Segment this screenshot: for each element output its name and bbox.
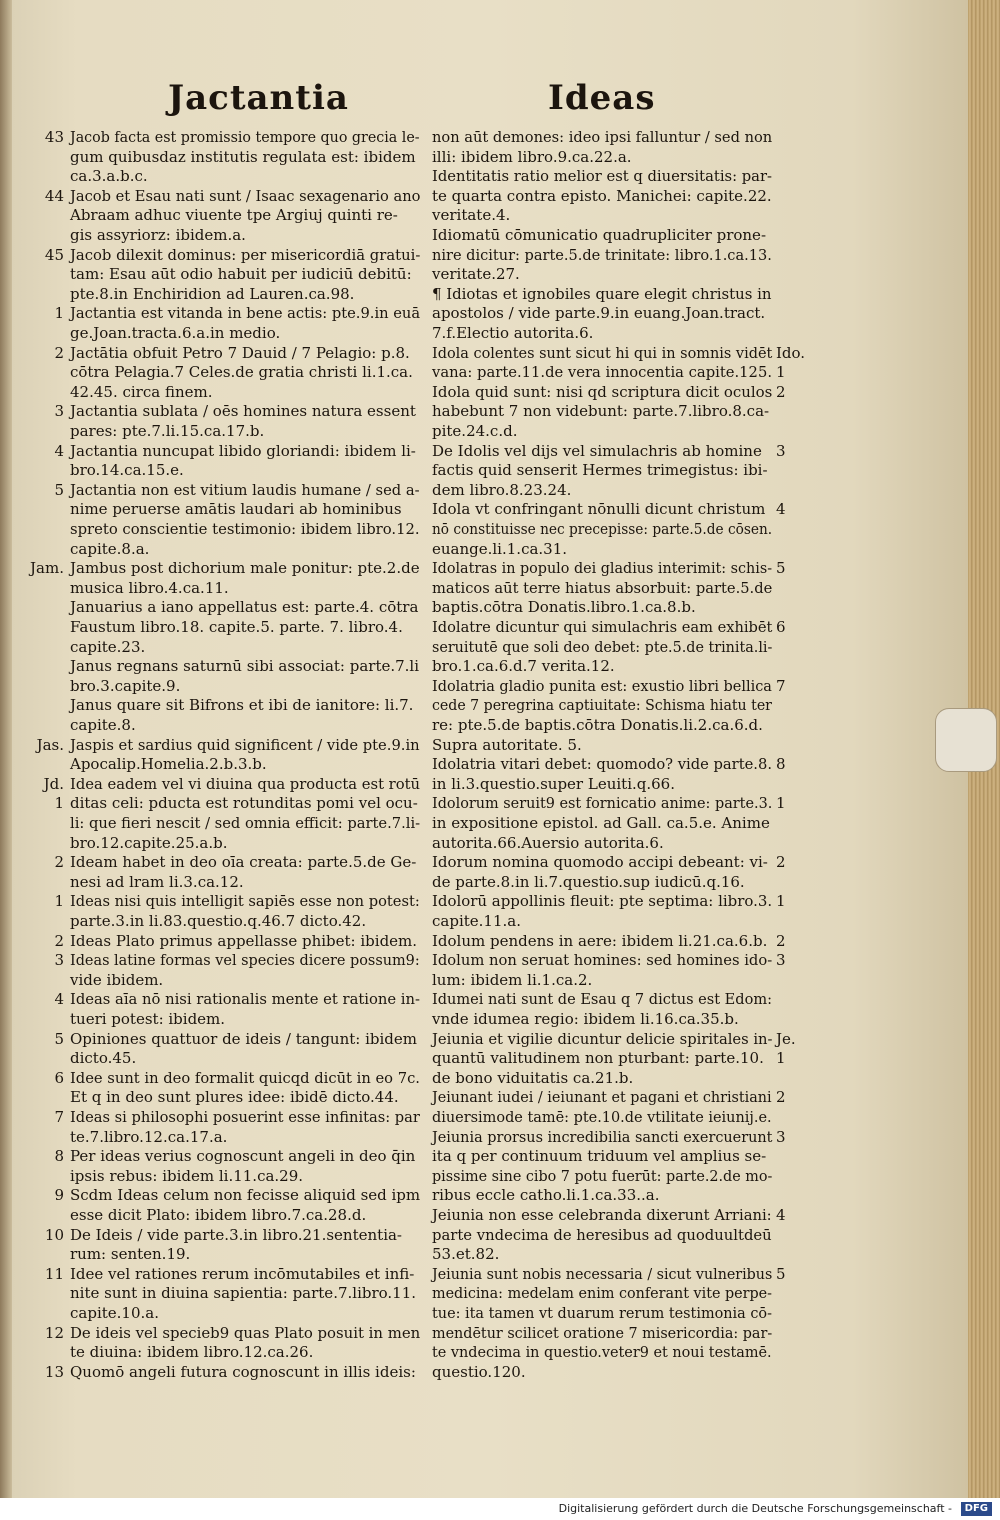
index-entry-line: nō constituisse nec precepisse: parte.5.de cōsen. bbox=[432, 520, 773, 538]
index-entry-line: in li.3.questio.super Leuiti.q.66. bbox=[432, 774, 675, 793]
index-entry-line: De Ideis / vide parte.3.in libro.21.sententia- bbox=[70, 1225, 402, 1244]
index-entry-line: Ideas aīa nō nisi rationalis mente et ratione in- bbox=[70, 990, 420, 1009]
index-entry-line: Janus quare sit Bifrons et ibi de ianitore: li.7. bbox=[70, 696, 414, 715]
index-entry-line: cede 7 peregrina captiuitate: Schisma hiatu ter bbox=[432, 696, 772, 715]
margin-number: 2 bbox=[776, 853, 786, 872]
margin-number: 7 bbox=[54, 1108, 64, 1126]
margin-number: 1 bbox=[54, 794, 64, 813]
index-entry-line: Abraam adhuc viuente tpe Argiuj quinti re- bbox=[70, 206, 398, 225]
index-entry-line: Idola vt confringant nōnulli dicunt christum bbox=[432, 500, 766, 519]
index-entry-line: capite.8.a. bbox=[70, 539, 150, 558]
index-entry-line: questio.120. bbox=[432, 1362, 526, 1381]
index-entry-line: te vndecima in questio.veter9 et noui testamē. bbox=[432, 1343, 772, 1362]
index-entry-line: ¶ Idiotas et ignobiles quare elegit christus in bbox=[432, 284, 772, 303]
margin-number: 2 bbox=[776, 931, 786, 950]
margin-number: 8 bbox=[54, 1147, 64, 1166]
index-entry-line: Et q in deo sunt plures idee: ibidē dicto.44. bbox=[70, 1088, 399, 1107]
margin-number: 6 bbox=[54, 1068, 64, 1087]
index-entry-line: Opiniones quattuor de ideis / tangunt: ibidem bbox=[70, 1029, 417, 1048]
index-entry-line: nire dicitur: parte.5.de trinitate: libro.1.ca.13. bbox=[432, 245, 772, 264]
index-entry-line: Jactantia est vitanda in bene actis: pte.9.in euā bbox=[70, 304, 421, 323]
margin-number: 3 bbox=[54, 402, 64, 421]
margin-number: 10 bbox=[44, 1225, 64, 1244]
index-entry-line: illi: ibidem libro.9.ca.22.a. bbox=[432, 147, 632, 166]
index-entry-line: spreto conscientie testimonio: ibidem libro.12. bbox=[70, 520, 420, 538]
index-entry-line: Jambus post dichorium male ponitur: pte.2.de bbox=[70, 559, 420, 578]
index-entry-line: Per ideas verius cognoscunt angeli in deo q̄in bbox=[70, 1147, 416, 1166]
margin-number: 45 bbox=[44, 245, 64, 264]
index-entry-line: Jeiunant iudei / ieiunant et pagani et christiani bbox=[432, 1088, 772, 1107]
index-entry-line: lum: ibidem li.1.ca.2. bbox=[432, 970, 593, 989]
index-entry-line: medicina: medelam enim conferant vite perpe- bbox=[432, 1284, 772, 1303]
index-entry-line: re: pte.5.de baptis.cōtra Donatis.li.2.ca.6.d. bbox=[432, 716, 763, 734]
margin-number: 4 bbox=[54, 990, 64, 1009]
index-entry-line: vide ibidem. bbox=[70, 970, 164, 989]
margin-number: 4 bbox=[776, 500, 786, 519]
margin-number: 5 bbox=[54, 1029, 64, 1048]
index-entry-line: Idorum nomina quomodo accipi debeant: vi- bbox=[432, 853, 768, 872]
index-entry-line: autorita.66.Auersio autorita.6. bbox=[432, 833, 664, 852]
margin-number: 2 bbox=[54, 343, 64, 362]
index-entry-line: nime peruerse amātis laudari ab hominibus bbox=[70, 500, 402, 519]
index-entry-line: te.7.libro.12.ca.17.a. bbox=[70, 1127, 228, 1146]
index-entry-line: musica libro.4.ca.11. bbox=[70, 578, 229, 597]
index-entry-line: Apocalip.Homelia.2.b.3.b. bbox=[70, 755, 267, 774]
index-entry-line: Jactātia obfuit Petro 7 Dauid / 7 Pelagio: p.8. bbox=[70, 343, 410, 362]
index-entry-line: Faustum libro.18. capite.5. parte. 7. libro.4. bbox=[70, 618, 403, 636]
margin-number: 1 bbox=[54, 892, 64, 911]
margin-number: 5 bbox=[776, 559, 786, 578]
index-entry-line: Jacob dilexit dominus: per misericordiā gratui- bbox=[70, 245, 421, 264]
index-entry-line: ita q per continuum triduum vel amplius se- bbox=[432, 1147, 767, 1166]
index-entry-line: Idolum pendens in aere: ibidem li.21.ca.6.b. bbox=[432, 931, 768, 950]
index-entry-line: vana: parte.11.de vera innocentia capite.125. bbox=[432, 363, 773, 382]
index-entry-line: Jactantia sublata / oēs homines natura essent bbox=[70, 402, 416, 421]
margin-number: 5 bbox=[776, 1264, 786, 1283]
index-entry-line: tueri potest: ibidem. bbox=[70, 1010, 226, 1028]
index-entry-line: nite sunt in diuina sapientia: parte.7.libro.11. bbox=[70, 1284, 417, 1303]
index-entry-line: factis quid senserit Hermes trimegistus: ibi- bbox=[432, 461, 768, 480]
index-entry-line: Idolatria gladio punita est: exustio libri bellica bbox=[432, 676, 772, 695]
margin-number: 3 bbox=[776, 441, 786, 460]
index-entry-line: Idolum non seruat homines: sed homines ido- bbox=[432, 951, 773, 970]
index-entry-line: Idee sunt in deo formalit quicqd dicūt in eo 7c. bbox=[70, 1068, 420, 1087]
index-entry-line: ditas celi: pducta est rotunditas pomi vel ocu- bbox=[70, 794, 418, 813]
index-entry-line: dem libro.8.23.24. bbox=[432, 480, 572, 499]
index-entry-line: te diuina: ibidem libro.12.ca.26. bbox=[70, 1343, 314, 1362]
index-entry-line: Idea eadem vel vi diuina qua producta est rotū bbox=[70, 774, 421, 793]
margin-number: 4 bbox=[776, 1206, 786, 1224]
index-entry-line: Janus regnans saturnū sibi associat: parte.7.li bbox=[70, 657, 420, 676]
index-entry-line: diuersimode tamē: pte.10.de vtilitate ieiunij.e. bbox=[432, 1108, 772, 1126]
index-entry-line: ge.Joan.tracta.6.a.in medio. bbox=[70, 324, 281, 342]
index-entry-line: habebunt 7 non videbunt: parte.7.libro.8.ca- bbox=[432, 402, 770, 421]
index-entry-line: Jeiunia sunt nobis necessaria / sicut vulneribus bbox=[432, 1264, 773, 1283]
index-entry-line: bro.12.capite.25.a.b. bbox=[70, 833, 228, 852]
index-entry-line: seruitutē que soli deo debet: pte.5.de trinita.li- bbox=[432, 637, 773, 656]
index-entry-line: ca.3.a.b.c. bbox=[70, 167, 148, 186]
margin-number: 2 bbox=[776, 1088, 786, 1107]
index-entry-line: non aūt demones: ideo ipsi falluntur / sed non bbox=[432, 128, 773, 146]
bookmark-tab bbox=[935, 708, 997, 772]
index-entry-line: dicto.45. bbox=[70, 1049, 137, 1068]
margin-number: 9 bbox=[54, 1186, 64, 1205]
index-entry-line: capite.11.a. bbox=[432, 912, 521, 930]
index-entry-line: euange.li.1.ca.31. bbox=[432, 539, 568, 558]
index-entry-line: Jactantia non est vitium laudis humane / sed a- bbox=[70, 480, 420, 499]
index-entry-line: Quomō angeli futura cognoscunt in illis ideis: bbox=[70, 1362, 416, 1381]
margin-number: 5 bbox=[54, 480, 64, 499]
index-entry-line: bro.1.ca.6.d.7 verita.12. bbox=[432, 657, 615, 676]
margin-number: 2 bbox=[776, 382, 786, 401]
index-entry-line: cōtra Pelagia.7 Celes.de gratia christi li.1.ca. bbox=[70, 363, 413, 382]
margin-number: 1 bbox=[776, 794, 786, 813]
index-entry-line: pte.8.in Enchiridion ad Lauren.ca.98. bbox=[70, 284, 355, 303]
index-entry-line: veritate.27. bbox=[432, 265, 520, 284]
margin-number: Ido. bbox=[776, 343, 806, 362]
margin-number: 13 bbox=[44, 1362, 64, 1381]
index-entry-line: Ideas nisi quis intelligit sapiēs esse non potest: bbox=[70, 892, 420, 911]
index-entry-line: quantū valitudinem non pturbant: parte.10. bbox=[432, 1049, 764, 1068]
margin-number: Jam. bbox=[30, 559, 64, 578]
index-entry-line: Jeiunia et vigilie dicuntur delicie spiritales in- bbox=[432, 1029, 773, 1048]
margin-number: 11 bbox=[44, 1264, 64, 1283]
index-entry-line: Idola colentes sunt sicut hi qui in somnis vidēt bbox=[432, 343, 773, 362]
margin-number: Je. bbox=[776, 1029, 796, 1048]
index-entry-line: capite.8. bbox=[70, 716, 136, 734]
index-entry-line: Jeiunia non esse celebranda dixerunt Arriani: bbox=[432, 1206, 772, 1224]
index-entry-line: Jaspis et sardius quid significent / vide pte.9.in bbox=[70, 735, 420, 754]
index-entry-line: vnde idumea regio: ibidem li.16.ca.35.b. bbox=[432, 1010, 739, 1028]
margin-number: 6 bbox=[776, 618, 786, 636]
margin-number: 4 bbox=[54, 441, 64, 460]
index-entry-line: 42.45. circa finem. bbox=[70, 382, 213, 401]
index-entry-line: 53.et.82. bbox=[432, 1245, 500, 1264]
index-entry-line: Identitatis ratio melior est q diuersitatis: par- bbox=[432, 167, 772, 186]
margin-number: 1 bbox=[776, 1049, 786, 1068]
index-entry-line: pite.24.c.d. bbox=[432, 422, 518, 440]
margin-number: 7 bbox=[776, 676, 786, 695]
index-entry-line: De ideis vel specieb9 quas Plato posuit in men bbox=[70, 1323, 421, 1342]
index-entry-line: pissime sine cibo 7 potu fuerūt: parte.2.de mo- bbox=[432, 1166, 773, 1185]
index-entry-line: Idee vel rationes rerum incōmutabiles et infi- bbox=[70, 1264, 415, 1283]
page-gutter bbox=[0, 0, 12, 1498]
index-entry-line: pares: pte.7.li.15.ca.17.b. bbox=[70, 422, 265, 440]
index-entry-line: mendētur scilicet oratione 7 misericordia: par- bbox=[432, 1323, 773, 1342]
margin-number: 3 bbox=[54, 951, 64, 970]
margin-number: 3 bbox=[776, 951, 786, 970]
index-entry-line: bro.3.capite.9. bbox=[70, 676, 181, 695]
margin-number: 43 bbox=[44, 128, 64, 146]
index-entry-line: veritate.4. bbox=[432, 206, 511, 225]
index-entry-line: Idolatras in populo dei gladius interimit: schis- bbox=[432, 559, 773, 578]
index-entry-line: Jacob et Esau nati sunt / Isaac sexagenario ano bbox=[70, 186, 421, 205]
index-entry-line: apostolos / vide parte.9.in euang.Joan.tract. bbox=[432, 304, 766, 323]
margin-number: 2 bbox=[54, 931, 64, 950]
running-header-left: Jactantia bbox=[168, 78, 349, 118]
index-entry-line: Idumei nati sunt de Esau q 7 dictus est Edom: bbox=[432, 990, 772, 1009]
margin-number: 8 bbox=[776, 755, 786, 774]
index-entry-line: bro.14.ca.15.e. bbox=[70, 461, 184, 480]
index-entry-line: ipsis rebus: ibidem li.11.ca.29. bbox=[70, 1166, 304, 1185]
index-entry-line: te quarta contra episto. Manichei: capite.22. bbox=[432, 186, 772, 205]
margin-number: 1 bbox=[54, 304, 64, 323]
index-entry-line: Januarius a iano appellatus est: parte.4. cōtra bbox=[70, 598, 419, 617]
index-entry-line: Ideas latine formas vel species dicere possum9: bbox=[70, 951, 420, 970]
margin-number: Jd. bbox=[43, 774, 64, 793]
index-entry-line: Jeiunia prorsus incredibilia sancti exercuerunt bbox=[432, 1127, 773, 1146]
margin-number: Jas. bbox=[36, 735, 64, 754]
index-entry-line: parte vndecima de heresibus ad quoduultdeū bbox=[432, 1225, 772, 1244]
index-entry-line: in expositione epistol. ad Gall. ca.5.e. Anime bbox=[432, 814, 770, 832]
index-entry-line: capite.10.a. bbox=[70, 1304, 159, 1322]
index-entry-line: rum: senten.19. bbox=[70, 1245, 191, 1264]
funding-credit: Digitalisierung gefördert durch die Deutsche Forschungsgemeinschaft - bbox=[558, 1502, 952, 1515]
dfg-logo: DFG bbox=[961, 1502, 992, 1516]
margin-number: 1 bbox=[776, 363, 786, 382]
index-entry-line: Idolorum seruit9 est fornicatio anime: parte.3. bbox=[432, 794, 773, 813]
index-entry-line: Idolatre dicuntur qui simulachris eam exhibēt bbox=[432, 618, 773, 636]
index-entry-line: 7.f.Electio autorita.6. bbox=[432, 324, 594, 342]
index-entry-line: tam: Esau aūt odio habuit per iudiciū debitū: bbox=[70, 265, 412, 284]
index-entry-line: esse dicit Plato: ibidem libro.7.ca.28.d. bbox=[70, 1206, 367, 1224]
index-entry-line: Jacob facta est promissio tempore quo grecia le- bbox=[70, 128, 420, 146]
index-entry-line: de parte.8.in li.7.questio.sup iudicū.q.16. bbox=[432, 872, 745, 891]
index-entry-line: Ideam habet in deo oīa creata: parte.5.de Ge- bbox=[70, 853, 417, 872]
running-header-right: Ideas bbox=[548, 78, 656, 118]
index-entry-line: nesi ad lram li.3.ca.12. bbox=[70, 872, 244, 891]
index-entry-line: Ideas Plato primus appellasse phibet: ibidem. bbox=[70, 931, 418, 950]
index-entry-line: gis assyriorz: ibidem.a. bbox=[70, 226, 246, 244]
margin-number: 2 bbox=[54, 853, 64, 872]
margin-number: 12 bbox=[44, 1323, 64, 1342]
index-entry-line: Scdm Ideas celum non fecisse aliquid sed ipm bbox=[70, 1186, 421, 1205]
margin-number: 1 bbox=[776, 892, 786, 911]
margin-number: 44 bbox=[44, 186, 64, 205]
index-entry-line: De Idolis vel dijs vel simulachris ab homine bbox=[432, 441, 762, 460]
index-entry-line: gum quibusdaz institutis regulata est: ibidem bbox=[70, 147, 416, 166]
index-entry-line: ribus eccle catho.li.1.ca.33..a. bbox=[432, 1186, 660, 1205]
index-entry-line: Jactantia nuncupat libido gloriandi: ibidem li- bbox=[70, 441, 416, 460]
index-entry-line: li: que fieri nescit / sed omnia efficit: parte.7.li- bbox=[70, 814, 421, 832]
index-entry-line: Idiomatū cōmunicatio quadrupliciter prone- bbox=[432, 226, 767, 244]
index-entry-line: Idolatria vitari debet: quomodo? vide parte.8. bbox=[432, 755, 772, 774]
index-entry-line: Ideas si philosophi posuerint esse infinitas: par bbox=[70, 1108, 420, 1126]
index-entry-line: capite.23. bbox=[70, 637, 146, 656]
index-entry-line: tue: ita tamen vt duarum rerum testimonia cō- bbox=[432, 1304, 772, 1322]
index-entry-line: Supra autoritate. 5. bbox=[432, 735, 582, 754]
index-entry-line: Idolorū appollinis fleuit: pte septima: libro.3. bbox=[432, 892, 773, 911]
index-entry-line: Idola quid sunt: nisi qd scriptura dicit oculos bbox=[432, 382, 773, 401]
index-entry-line: de bono viduitatis ca.21.b. bbox=[432, 1068, 634, 1087]
margin-number: 3 bbox=[776, 1127, 786, 1146]
index-entry-line: parte.3.in li.83.questio.q.46.7 dicto.42. bbox=[70, 912, 367, 930]
index-entry-line: maticos aūt terre hiatus absorbuit: parte.5.de bbox=[432, 578, 773, 597]
index-entry-line: baptis.cōtra Donatis.libro.1.ca.8.b. bbox=[432, 598, 696, 617]
